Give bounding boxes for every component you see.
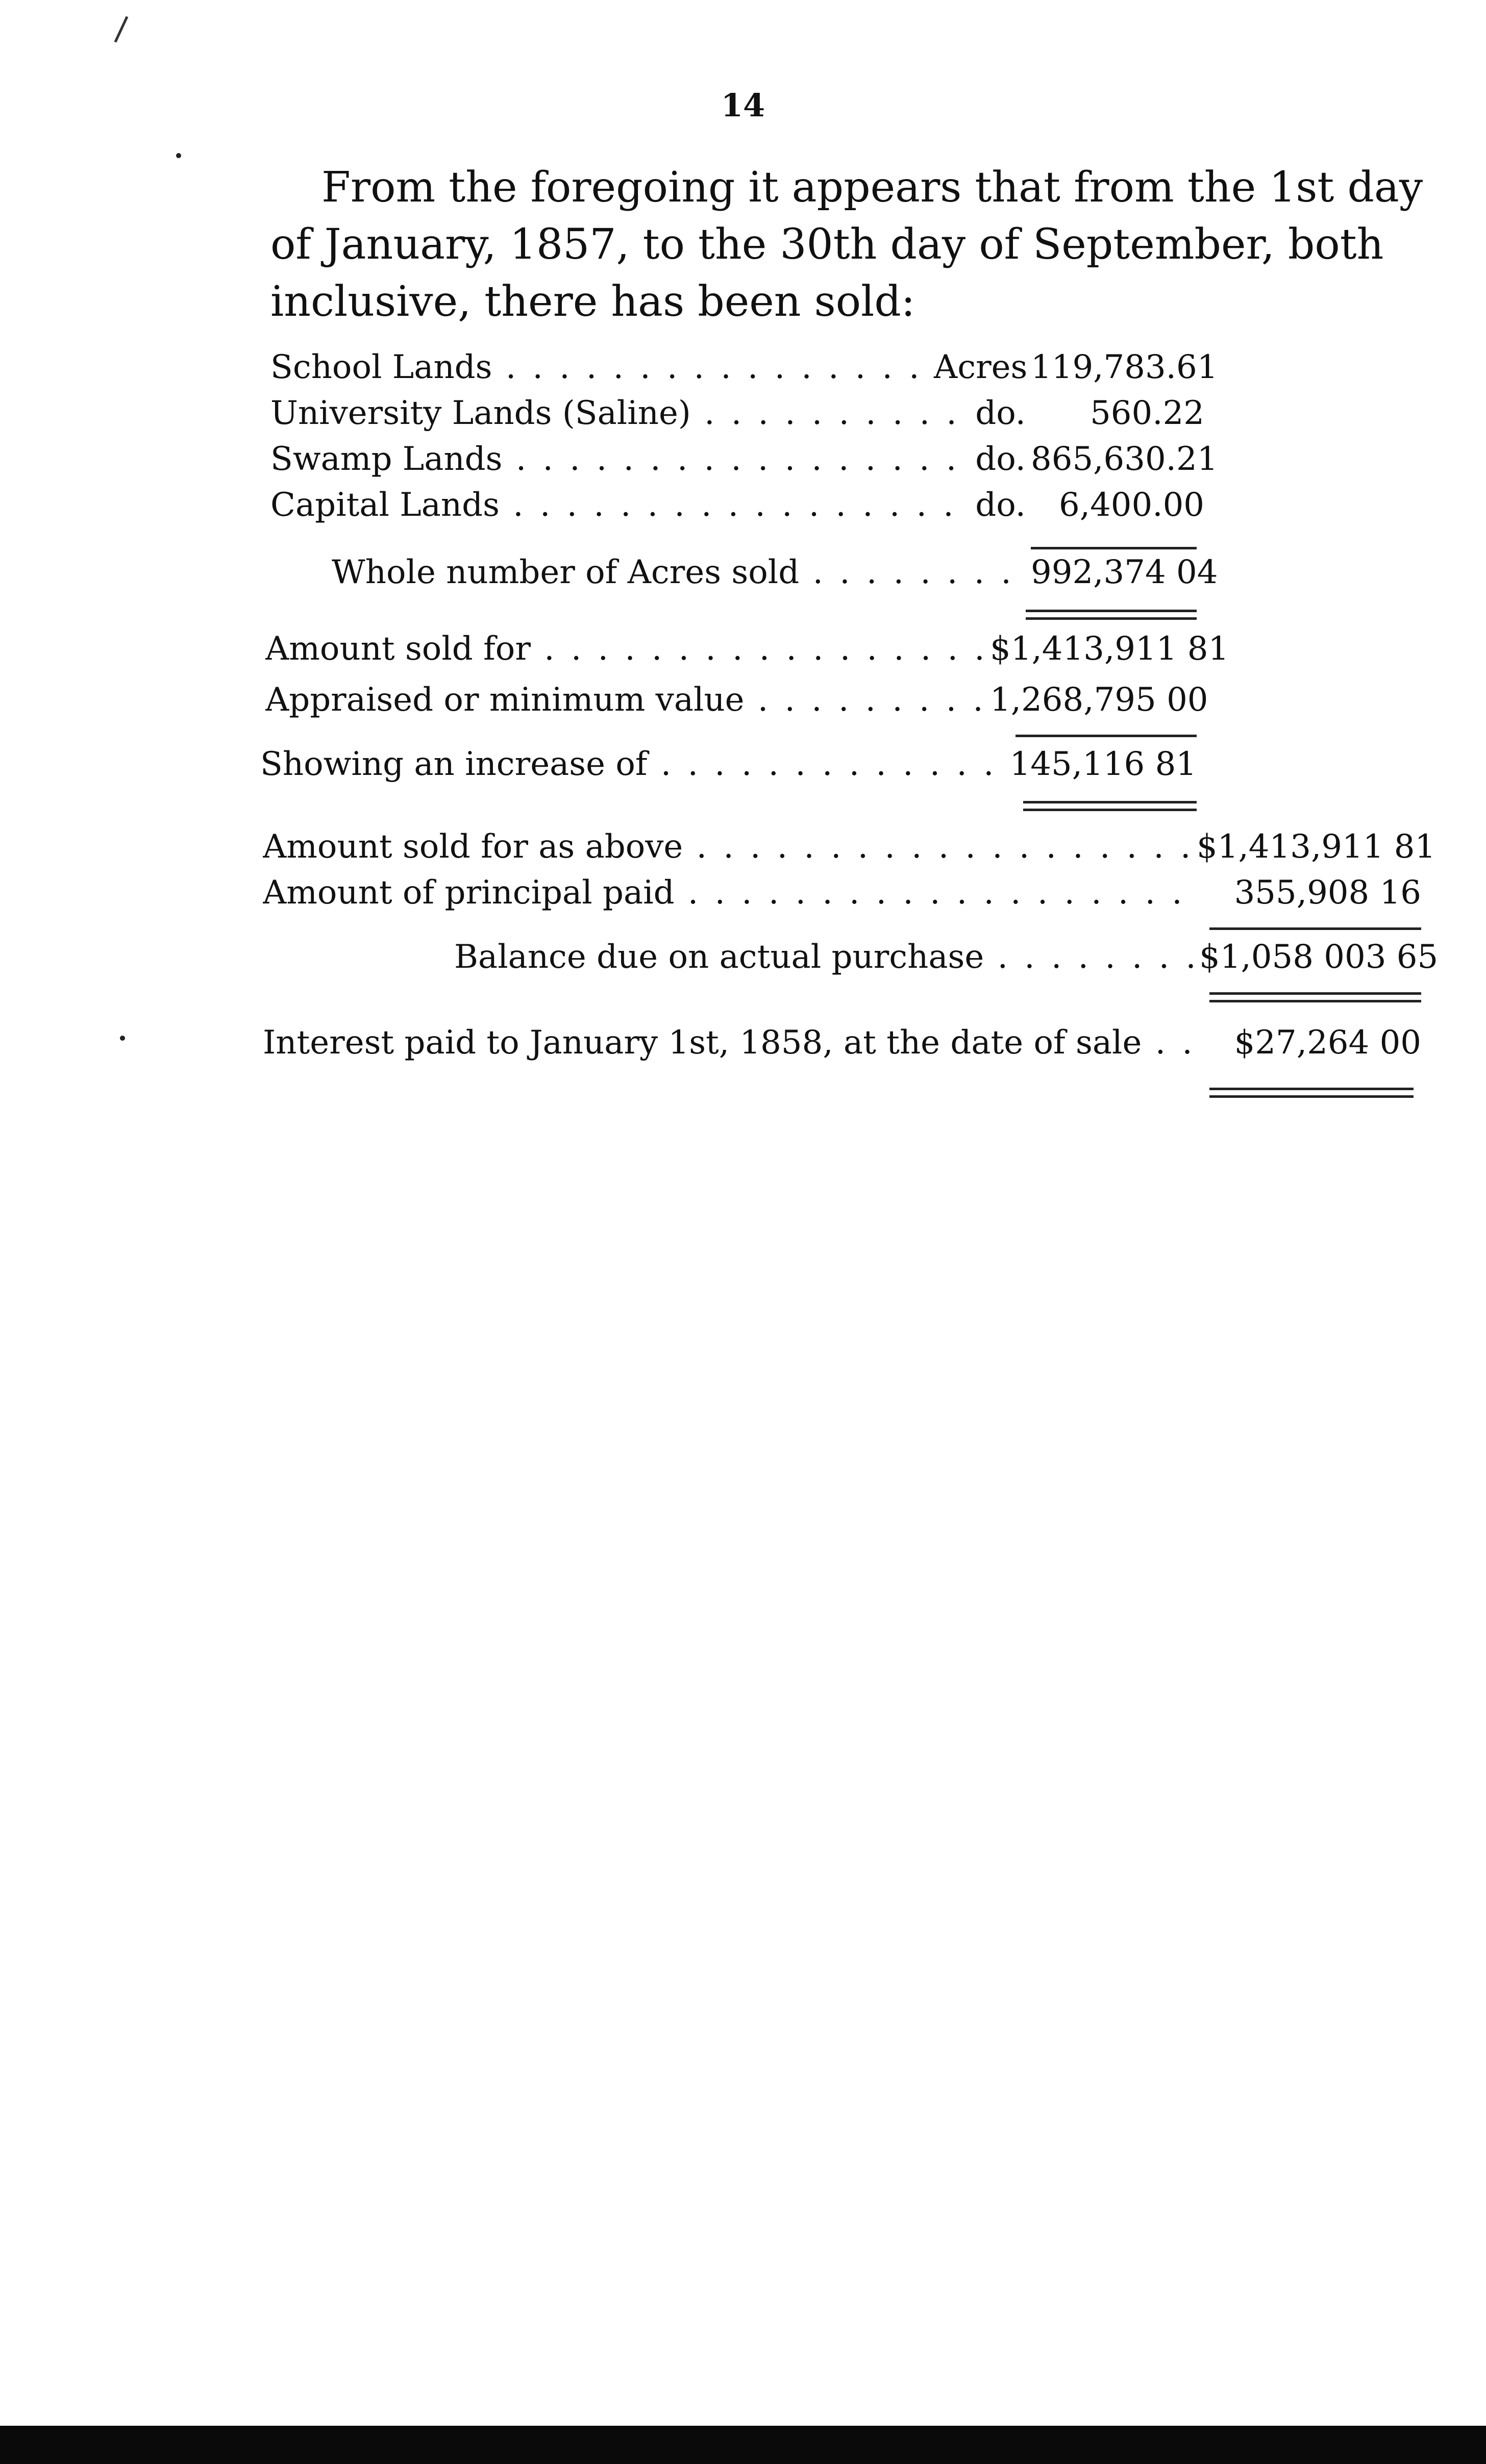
land-row-unit: do. [975, 440, 1026, 478]
sum-rule [1016, 735, 1197, 737]
land-row-value: 865,630.21 [1031, 440, 1218, 478]
sales-row-label: Amount sold for . . . [265, 623, 990, 674]
balance-row [0, 932, 1486, 983]
total-acres-label: Whole number of Acres sold . . . [332, 547, 1010, 598]
intro-paragraph [270, 159, 1429, 331]
increase-value: 145,116 81 [1009, 745, 1197, 783]
land-row-unit: Acres [934, 348, 1028, 386]
land-row-label: Swamp Lands . . . [270, 434, 959, 485]
land-row-label: School Lands . . . [270, 342, 934, 393]
payment-row-value: 355,908 16 [1234, 874, 1421, 912]
payment-row-sold [0, 821, 1486, 872]
total-acres-row [0, 547, 1486, 598]
land-row-university [0, 388, 1486, 439]
sales-row-sold [0, 623, 1486, 674]
ink-mark [114, 16, 129, 43]
payment-row-principal [0, 867, 1486, 918]
balance-label: Balance due on actual purchase . . . [454, 932, 1199, 983]
sales-row-value: $1,413,911 81 [990, 630, 1229, 668]
double-rule [1023, 801, 1197, 811]
land-row-unit: do. [975, 394, 1026, 432]
land-row-value: 119,783.61 [1031, 348, 1218, 386]
land-row-label: University Lands (Saline) . . . [270, 388, 959, 439]
page-number: 14 [721, 87, 765, 124]
ink-speck [176, 153, 181, 158]
payment-row-label: Amount of principal paid . . . [263, 867, 1197, 918]
sales-row-value: 1,268,795 00 [990, 681, 1208, 719]
land-row-value: 6,400.00 [1059, 486, 1204, 524]
payment-row-label: Amount sold for as above . . . [263, 821, 1197, 872]
land-row-label: Capital Lands . . . [270, 480, 959, 531]
land-row-school [0, 342, 1486, 393]
double-rule [1209, 1088, 1414, 1098]
sales-row-appraised [0, 674, 1486, 725]
total-acres-value: 992,374 04 [1031, 554, 1218, 591]
land-row-unit: do. [975, 486, 1026, 524]
intro-text: From the foregoing it appears that from the 1st day of January, 1857, to the 30th day of September, both inclusive, there has been sold: [270, 163, 1423, 326]
balance-value: $1,058 003 65 [1199, 938, 1439, 976]
increase-row [0, 739, 1486, 790]
interest-label: Interest paid to January 1st, 1858, at the date of sale . . . [263, 1017, 1197, 1068]
increase-label: Showing an increase of . . . [260, 739, 995, 790]
payment-row-value: $1,413,911 81 [1197, 828, 1436, 866]
land-row-capital [0, 480, 1486, 531]
double-rule [1209, 992, 1421, 1002]
double-rule [1026, 610, 1197, 620]
interest-value: $27,264 00 [1234, 1024, 1421, 1062]
interest-row [0, 1017, 1486, 1068]
land-row-value: 560.22 [1090, 394, 1204, 432]
scan-edge-bar [0, 2426, 1486, 2464]
sum-rule [1209, 927, 1421, 930]
sales-row-label: Appraised or minimum value . . . [265, 674, 990, 725]
land-row-swamp [0, 434, 1486, 485]
